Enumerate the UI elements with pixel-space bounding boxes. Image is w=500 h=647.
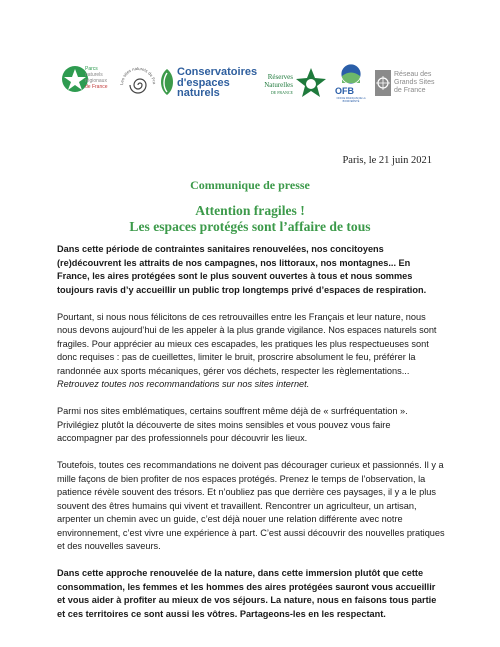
headline-line-1: Attention fragiles ! [195,203,305,218]
sites-naturels-spiral-icon [115,55,161,110]
cen-line-1: Conservatoires [177,66,258,78]
recommendations-note: Retrouvez toutes nos recommandations sur nos sites internet. [57,379,310,389]
paragraph-surfrequentation: Parmi nos sites emblématiques, certains souffrent même déjà de « surfréquentation ». Privilégiez plutôt la découverte de sites moins sensibles et vous pouvez vous faire accompagner par des professionnels pour découvrir les lieux. [57,406,408,443]
rn-line-2: Naturelles [264,81,293,89]
logo-ofb [331,55,371,110]
sites-naturels-arc-text: Les sites naturels de Fra [118,65,158,86]
rgsf-line-3: de France [394,87,426,94]
partner-logos [55,55,455,110]
logo-conservatoires [157,55,258,110]
pnr-line-2: naturels [85,72,103,78]
logo-grands-sites [375,55,457,110]
cen-line-3: naturels [177,87,220,99]
pnr-line-1: Parcs [85,66,98,72]
logo-sites-naturels [115,55,161,110]
ofb-subtitle: OFFICE FRANÇAIS DE LA BIODIVERSITÉ [336,97,366,103]
paragraph-intro: Dans cette période de contraintes sanitaires renouvelées, nos concitoyens (re)découvrent les attraits de nos campagnes, nos littoraux, nos montagnes... En France, les aires protégées sont le plus souvent ouvertes à tous et nous sommes toujours ravis d’y accueillir un public trop longtemps privé d’espaces de respiration. [57,244,427,295]
cen-leaf-icon [157,67,177,97]
rgsf-line-1: Réseau des [394,71,432,78]
paragraph-conclusion: Dans cette approche renouvelée de la nature, dans cette immersion plutôt que cette consommation, les femmes et les hommes des aires protégées sauront vous accueillir et vous aider à profiter au mieux de vos séjours. La nature, nous en faisons tous partie et ces territoires ce sont aussi les vôtres. Partageons-les en les respectant. [57,568,437,619]
ofb-globe-icon [340,63,362,85]
ofb-title: OFB [335,86,354,96]
rn-line-3: DE FRANCE [270,90,293,95]
logo-parcs-naturels-regionaux [59,55,121,110]
rn-emblem-icon [295,67,327,99]
pnr-line-3: régionaux [85,78,107,84]
press-date: Paris, le 21 juin 2021 [342,155,432,166]
rgsf-line-2: Grands Sites [394,79,435,86]
press-label: Communique de presse [190,178,310,192]
press-body [57,243,445,635]
pnr-line-4: de France [85,84,108,90]
press-headline [0,203,500,235]
paragraph-vigilance-text: Pourtant, si nous nous félicitons de ces retrouvailles entre les Français et leur nature, nous nous devons aujourd’hui de les appeler à la plus grande vigilance. Nos espaces naturels sont fragiles. Pour apprécier au mieux ces escapades, les pratiques les plus respectueuses sont donc requises : pas de cueillettes, limiter le bruit, proscrire absolument le feu, préférer la randonnée aux sports mécaniques, gérer vos déchets, respecter les règlementations... [57,311,437,376]
paragraph-decouverte: Toutefois, toutes ces recommandations ne doivent pas décourager curieux et passionnés. Il y a mille façons de bien profiter de nos espaces protégés. Prenez le temps de l’observation, la patience révèle souvent des trésors. Et n’oubliez pas que derrière ces paysages, il y a le plus souvent des êtres humains qui vivent et travaillent. Rencontrer un agriculteur, un artisan, arpenter un chemin avec un guide, c’est déjà nouer une relation différente avec notre environnement, c’est vivre une expérience à part. C’est aussi découvrir des nouvelles pratiques et des nouvelles saveurs. [57,460,445,551]
cen-line-2: d'espaces [177,76,230,89]
logo-reserves-naturelles [257,55,329,110]
headline-line-2: Les espaces protégés sont l’affaire de tous [129,219,371,234]
paragraph-vigilance [57,311,445,392]
rgsf-emblem-icon [375,70,391,96]
rn-line-1: Réserves [267,73,293,81]
